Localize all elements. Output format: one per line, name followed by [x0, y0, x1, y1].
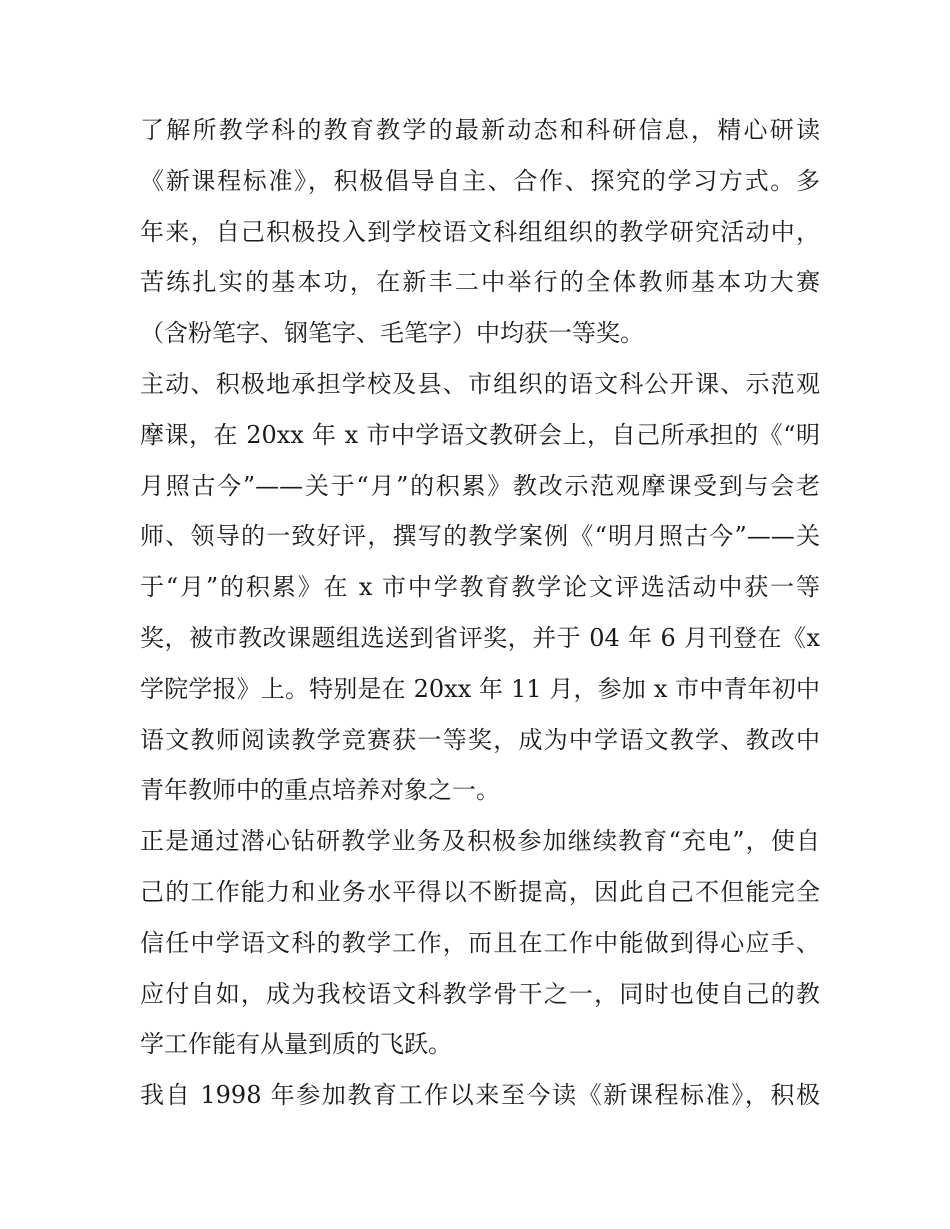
text-line: 应付自如，成为我校语文科教学骨干之一，同时也使自己的教 [140, 979, 820, 1008]
body-text [140, 105, 820, 1121]
text-line: 主动、积极地承担学校及县、市组织的语文科公开课、示范观 [140, 369, 820, 398]
text-line: 了解所教学科的教育教学的最新动态和科研信息，精心研读 [140, 116, 820, 144]
text-line: 苦练扎实的基本功，在新丰二中举行的全体教师基本功大赛 [140, 268, 820, 297]
text-line: 己的工作能力和业务水平得以不断提高，因此自己不但能完全 [140, 877, 820, 906]
text-line: （含粉笔字、钢笔字、毛笔字）中均获一等奖。 [140, 319, 644, 348]
text-line: 师、领导的一致好评，撰写的教学案例《“明月照古今”——关 [140, 522, 820, 551]
text-line: 信任中学语文科的教学工作，而且在工作中能做到得心应手、 [140, 928, 820, 957]
text-line: 语文教师阅读教学竞赛获一等奖，成为中学语文教学、教改中 [140, 725, 820, 754]
text-line: 青年教师中的重点培养对象之一。 [140, 776, 500, 805]
text-line: 月照古今”——关于“月”的积累》教改示范观摩课受到与会老 [140, 471, 820, 500]
text-line: 我自 1998 年参加教育工作以来至今读《新课程标准》，积极 [140, 1081, 820, 1110]
text-line: 年来，自己积极投入到学校语文科组组织的教学研究活动中， [140, 217, 820, 246]
text-line: 学院学报》上。特别是在 20xx 年 11 月，参加 x 市中青年初中 [140, 674, 820, 703]
text-line: 于“月”的积累》在 x 市中学教育教学论文评选活动中获一等 [140, 573, 820, 602]
text-line: 正是通过潜心钻研教学业务及积极参加继续教育“充电”，使自 [140, 827, 820, 856]
text-line: 摩课，在 20xx 年 x 市中学语文教研会上，自己所承担的《“明 [140, 420, 820, 449]
text-line: 《新课程标准》，积极倡导自主、合作、探究的学习方式。多 [140, 166, 820, 195]
text-line: 奖，被市教改课题组选送到省评奖，并于 04 年 6 月刊登在《x [140, 623, 820, 652]
text-line: 学工作能有从量到质的飞跃。 [140, 1030, 452, 1059]
